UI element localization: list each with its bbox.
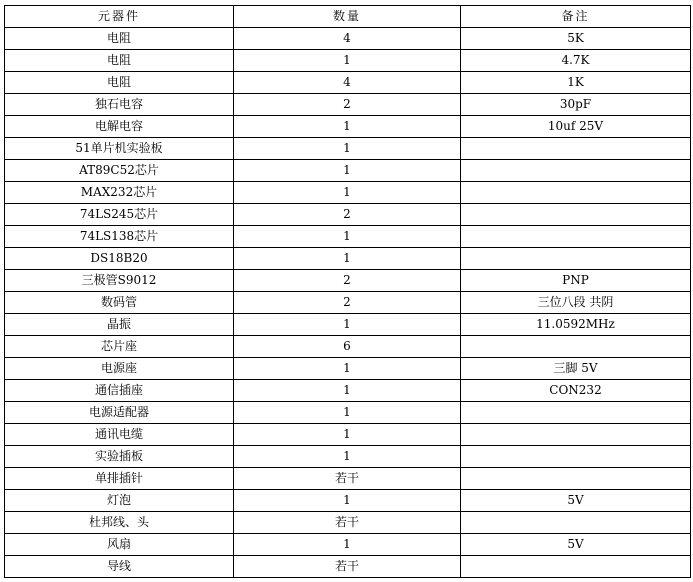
cell-note (461, 556, 691, 578)
cell-quantity: 6 (234, 336, 461, 358)
table-row (5, 50, 691, 72)
table-row (5, 468, 691, 490)
table-row (5, 116, 691, 138)
cell-note (461, 402, 691, 424)
cell-note (461, 424, 691, 446)
cell-note (461, 182, 691, 204)
table-row (5, 226, 691, 248)
table-row (5, 380, 691, 402)
cell-quantity: 1 (234, 50, 461, 72)
table-row (5, 160, 691, 182)
cell-quantity: 1 (234, 160, 461, 182)
cell-component: 通讯电缆 (5, 424, 234, 446)
cell-quantity: 4 (234, 28, 461, 50)
parts-list-table (4, 5, 691, 578)
header-note: 备注 (461, 6, 691, 28)
cell-component: 数码管 (5, 292, 234, 314)
table-row (5, 358, 691, 380)
table-row (5, 402, 691, 424)
table-row (5, 314, 691, 336)
cell-quantity: 1 (234, 248, 461, 270)
cell-note: 10uf 25V (461, 116, 691, 138)
table-row (5, 204, 691, 226)
table-row (5, 512, 691, 534)
header-quantity: 数量 (234, 6, 461, 28)
table-row (5, 490, 691, 512)
cell-note: 三位八段 共阴 (461, 292, 691, 314)
cell-note: 4.7K (461, 50, 691, 72)
cell-component: AT89C52芯片 (5, 160, 234, 182)
cell-quantity: 1 (234, 402, 461, 424)
cell-note (461, 248, 691, 270)
cell-note: 三脚 5V (461, 358, 691, 380)
cell-quantity: 1 (234, 424, 461, 446)
table-row (5, 534, 691, 556)
cell-note (461, 468, 691, 490)
table-row (5, 556, 691, 578)
cell-component: 单排插针 (5, 468, 234, 490)
cell-component: 51单片机实验板 (5, 138, 234, 160)
cell-note (461, 160, 691, 182)
cell-quantity: 1 (234, 490, 461, 512)
cell-note (461, 336, 691, 358)
table-row (5, 94, 691, 116)
table-row (5, 446, 691, 468)
cell-quantity: 1 (234, 226, 461, 248)
cell-note: 30pF (461, 94, 691, 116)
cell-note: CON232 (461, 380, 691, 402)
cell-note: PNP (461, 270, 691, 292)
table-row (5, 248, 691, 270)
cell-quantity: 1 (234, 358, 461, 380)
cell-quantity: 1 (234, 182, 461, 204)
cell-component: 导线 (5, 556, 234, 578)
cell-note (461, 226, 691, 248)
table-row (5, 424, 691, 446)
table-body (5, 28, 691, 578)
cell-quantity: 4 (234, 72, 461, 94)
cell-note: 5K (461, 28, 691, 50)
cell-note: 5V (461, 490, 691, 512)
cell-component: 杜邦线、头 (5, 512, 234, 534)
table-row (5, 138, 691, 160)
cell-component: 74LS138芯片 (5, 226, 234, 248)
cell-note (461, 138, 691, 160)
cell-quantity: 若干 (234, 468, 461, 490)
table-row (5, 28, 691, 50)
cell-component: 灯泡 (5, 490, 234, 512)
cell-note (461, 512, 691, 534)
cell-quantity: 1 (234, 534, 461, 556)
cell-component: 74LS245芯片 (5, 204, 234, 226)
cell-component: 电源座 (5, 358, 234, 380)
cell-component: 芯片座 (5, 336, 234, 358)
cell-note: 5V (461, 534, 691, 556)
cell-component: 电阻 (5, 50, 234, 72)
cell-component: 电阻 (5, 72, 234, 94)
cell-quantity: 2 (234, 94, 461, 116)
table-row (5, 182, 691, 204)
cell-component: 通信插座 (5, 380, 234, 402)
cell-note (461, 446, 691, 468)
cell-component: 电阻 (5, 28, 234, 50)
cell-component: 电源适配器 (5, 402, 234, 424)
table-row (5, 292, 691, 314)
cell-quantity: 1 (234, 314, 461, 336)
cell-quantity: 1 (234, 116, 461, 138)
cell-component: 晶振 (5, 314, 234, 336)
cell-quantity: 若干 (234, 512, 461, 534)
cell-quantity: 2 (234, 270, 461, 292)
cell-note: 11.0592MHz (461, 314, 691, 336)
cell-component: DS18B20 (5, 248, 234, 270)
cell-component: 三极管S9012 (5, 270, 234, 292)
cell-component: MAX232芯片 (5, 182, 234, 204)
cell-quantity: 2 (234, 292, 461, 314)
table-row (5, 270, 691, 292)
cell-quantity: 若干 (234, 556, 461, 578)
cell-component: 电解电容 (5, 116, 234, 138)
header-row (5, 6, 691, 28)
table-row (5, 72, 691, 94)
cell-component: 风扇 (5, 534, 234, 556)
cell-quantity: 2 (234, 204, 461, 226)
cell-component: 实验插板 (5, 446, 234, 468)
cell-quantity: 1 (234, 138, 461, 160)
cell-note (461, 204, 691, 226)
cell-quantity: 1 (234, 380, 461, 402)
table-row (5, 336, 691, 358)
header-component: 元器件 (5, 6, 234, 28)
cell-component: 独石电容 (5, 94, 234, 116)
cell-quantity: 1 (234, 446, 461, 468)
cell-note: 1K (461, 72, 691, 94)
